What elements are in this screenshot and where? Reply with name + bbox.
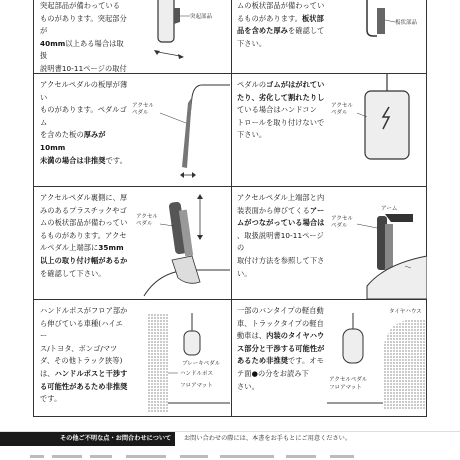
text-line: ペダルのゴムがはがれてい [237,80,325,89]
label-accel-3: アクセル [136,214,158,220]
footer-heading: その他ご不明な点・お問合わせについて [0,432,175,446]
cell-r2-left [34,73,231,186]
steering-post-figure [130,299,230,416]
row-divider [34,416,426,417]
text-line: みのあるプラスチックやゴ [40,205,127,215]
cell-text [40,192,128,280]
text-line: ムの板状部品が備わってい [237,1,325,10]
text-line: ている場合はハンドコン [237,105,317,115]
thin-pedal-figure [130,73,230,186]
text-line: 動車は、内装のタイヤハウ [237,331,325,341]
text-line: たり、劣化して割れたりし [237,92,325,102]
label-post: ハンドルポス [180,371,214,377]
text-line: 下さい。 [237,130,267,140]
text-line: るものがあります。板状部 [237,13,324,23]
cell-r4-right [231,299,428,416]
label-accel-1: アクセル [132,103,154,109]
label-pedal-4: ペダル [331,223,348,229]
text-line: 突起部品が備わっている [40,1,121,10]
text-line: 装表面から伸びてくるアー [237,205,325,215]
cell-text [40,0,128,73]
text-line: ものがあります。突起部分が [40,13,127,36]
text-line: アクセルペダルの板厚が薄い [40,80,128,102]
cell-r3-right [231,186,428,299]
worn-rubber-figure [327,73,427,186]
text-line: 車、トラックタイプの軽自 [237,318,324,328]
text-line: 説明書10-11ページの取付 [40,63,127,73]
label-accel-2: アクセル [331,103,353,109]
text-line: アクセルペダル上端部と内 [237,193,325,202]
cropped-text-strip [30,449,360,460]
text-line: るものがあります。アクセ [40,230,127,240]
text-line: 一部のバンタイプの軽自動 [237,306,324,315]
protrusion-figure [130,0,230,73]
text-line: あるため非推奨です。オモ [237,356,324,366]
cell-r4-left [34,299,231,416]
text-line: ハンドルポスがフロア部か [40,306,128,315]
label-accel-5: アクセルペダル [329,377,368,383]
notice-grid [33,0,427,417]
cell-text [237,0,325,50]
text-line: 、取扱説明書10-11ページの [237,230,324,253]
label-mat-2: フロアマット [329,385,362,391]
thick-part-figure [130,186,230,299]
label-pedal-3: ペダル [136,221,153,227]
text-line: 品を含めた厚みを確認して [237,26,325,36]
text-line: さい。 [237,381,259,391]
cell-text [40,305,128,406]
text-line: 未満の場合は非推奨です。 [40,155,127,165]
label-pedal-1: ペダル [132,110,149,116]
cell-text [40,79,128,167]
label-accel-4: アクセル [331,216,353,222]
text-line: テ面●の分をお読み下 [237,368,309,378]
cell-text [237,192,325,280]
tire-house-figure [327,299,427,416]
cell-r3-left [34,186,231,299]
label-pedal-2: ペダル [331,110,348,116]
cell-text [237,79,325,142]
cell-r1-right [231,0,428,73]
text-line: ルペダル上端部に35mm [40,243,124,253]
text-line: ムの板状部品が備わってい [40,218,128,228]
text-line: ムがつながっている場合は [237,218,325,228]
text-line: を含めた板の厚みが10mm [40,130,106,152]
label-protrusion: 突起部品 [190,14,213,20]
text-line: る可能性があるため非推奨 [40,381,128,391]
cell-r2-right [231,73,428,186]
text-line: ス/トヨタ、ボンゴ/マツ [40,343,118,353]
label-mat-1: フロアマット [180,383,213,389]
text-line: 以上の取り付け幅があるか [40,255,128,265]
footer-bar [0,431,460,445]
plate-part-figure [327,0,427,73]
text-line: 下さい。 [237,38,267,48]
text-line: アクセルペダル裏側に、厚 [40,193,128,202]
text-line: い。 [237,268,252,278]
arm-figure [327,186,427,299]
text-line: は、ハンドルポスと干渉す [40,368,128,378]
label-tire-house: タイヤハウス [389,309,422,315]
text-line: ら伸びている車種(ハイエー [40,318,123,341]
text-line: です。 [40,394,62,404]
text-line: ダ、その他トラック狭等) [40,356,123,366]
text-line: トロールを取り付けないで [237,117,325,127]
text-line: 40mm以上ある場合は取扱 [40,38,124,61]
footer-note: お問い合わせの際には、本書をお手もとにご用意ください。 [184,435,352,442]
label-brake: ブレーキペダル [182,361,221,367]
text-line: ものがあります。ペダルゴム [40,105,127,127]
cell-text [237,305,325,393]
cell-r1-left [34,0,231,73]
label-arm: アーム [381,206,398,212]
text-line: を確認して下さい。 [40,268,106,278]
text-line: 取付け方法を参照して下さ [237,255,325,265]
text-line: ス部分と干渉する可能性が [237,343,325,353]
label-plate-part: 板状部品 [395,20,418,26]
